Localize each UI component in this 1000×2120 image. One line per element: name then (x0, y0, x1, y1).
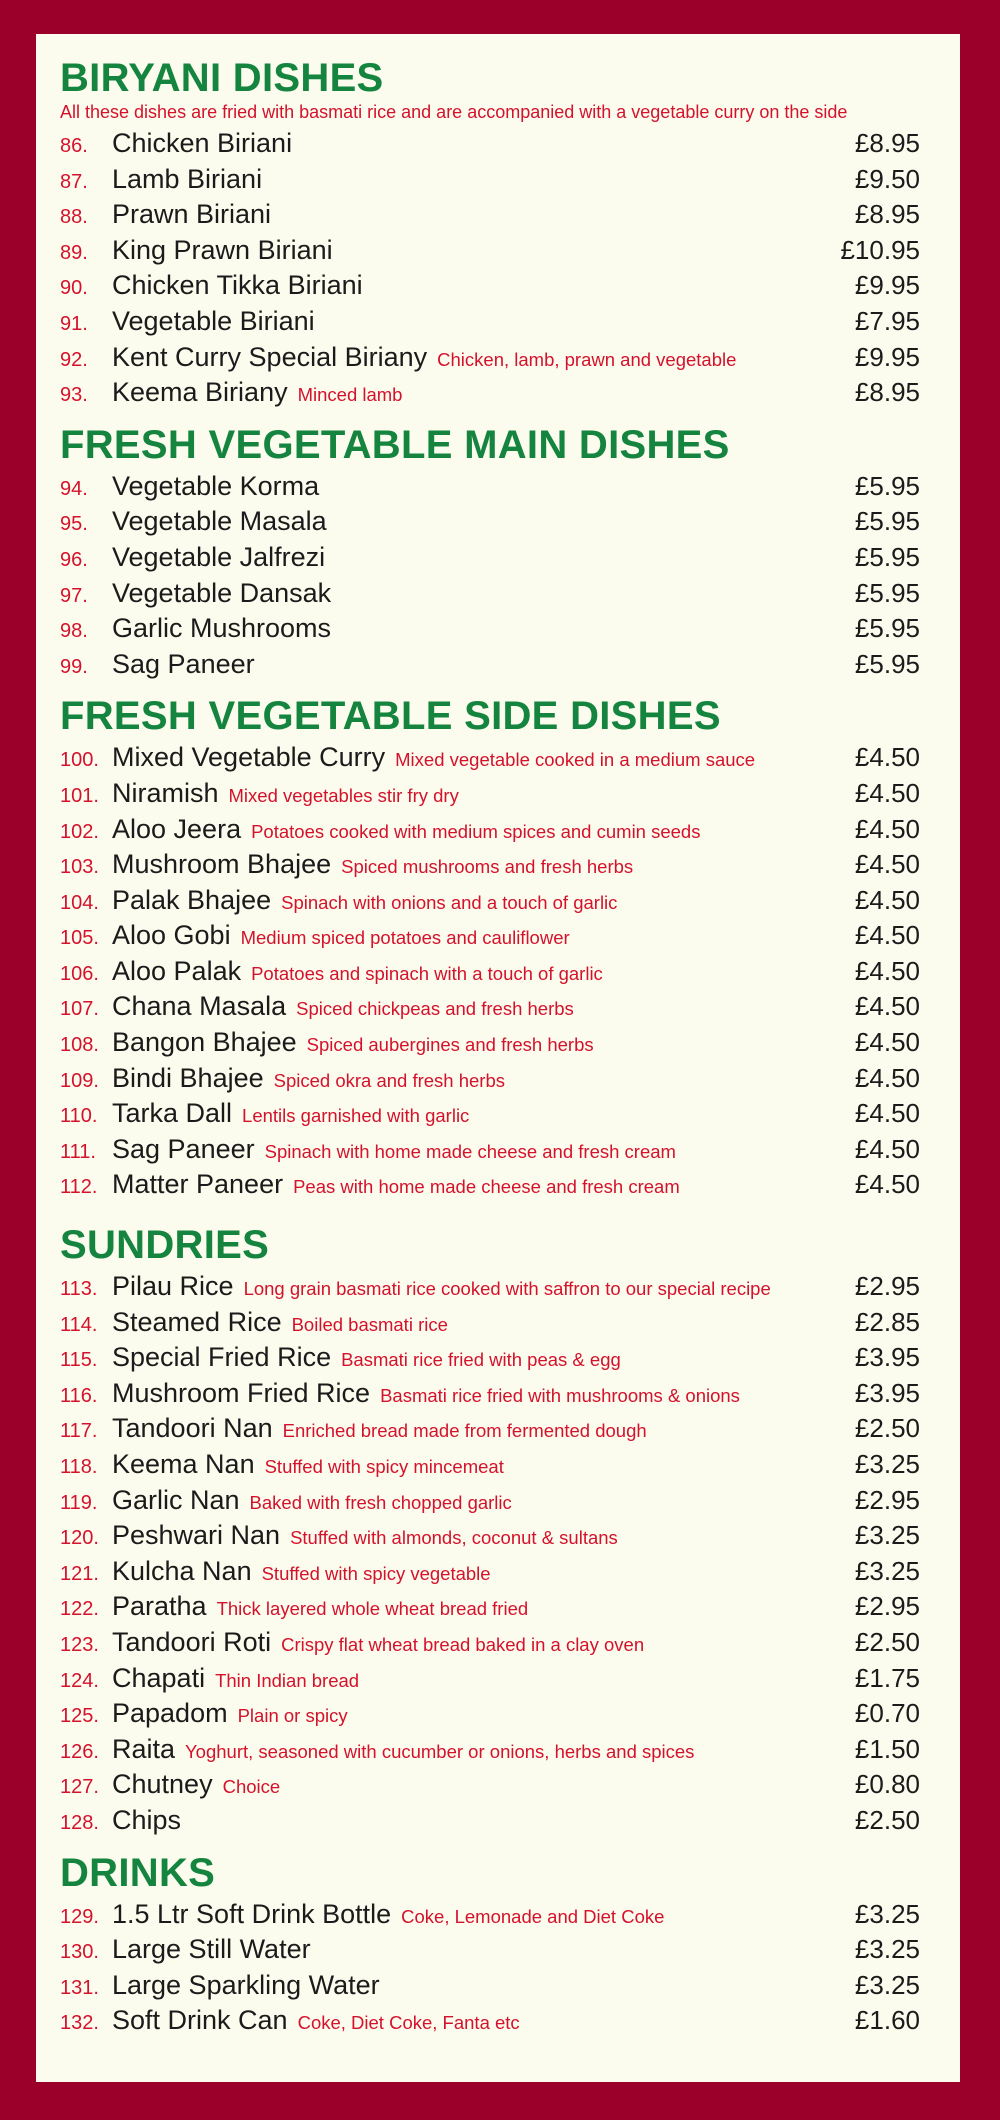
item-price: £5.95 (854, 613, 920, 644)
item-name: Vegetable Masala (112, 506, 327, 537)
item-name: 1.5 Ltr Soft Drink Bottle (112, 1898, 392, 1929)
item-description: Lentils garnished with garlic (242, 1105, 470, 1127)
item-number: 118. (60, 1456, 98, 1478)
item-price: £4.50 (854, 1098, 920, 1129)
item-description: Medium spiced potatoes and cauliflower (240, 927, 570, 949)
menu-item (60, 1968, 920, 2004)
menu-item (60, 1269, 920, 1305)
menu-item (60, 1483, 920, 1519)
menu-item (60, 1340, 920, 1376)
item-number: 97. (60, 584, 88, 607)
menu-item (60, 540, 920, 576)
item-number: 104. (60, 891, 99, 914)
item-name: Bindi Bhajee (112, 1062, 264, 1093)
item-number: 130. (60, 1941, 99, 1964)
item-description: Spinach with onions and a touch of garlic (281, 891, 618, 913)
menu-item (60, 1376, 920, 1412)
menu-item (60, 268, 920, 304)
item-name: Keema Nan (112, 1449, 255, 1479)
item-price: £0.70 (854, 1698, 920, 1729)
menu-item (60, 1625, 920, 1661)
item-price: £3.95 (854, 1377, 920, 1408)
menu-item (60, 233, 920, 269)
item-name: Garlic Mushrooms (112, 613, 332, 644)
item-name: Vegetable Dansak (112, 577, 332, 608)
item-number: 131. (60, 1976, 99, 1999)
item-price: £2.95 (854, 1271, 920, 1302)
item-description: Spiced chickpeas and fresh herbs (296, 998, 574, 1020)
item-name: Large Still Water (112, 1934, 311, 1965)
menu-item (60, 1447, 920, 1483)
item-price: £9.50 (854, 163, 920, 194)
menu-item (60, 162, 920, 198)
item-number: 124. (60, 1669, 99, 1692)
item-description: Coke, Diet Coke, Fanta etc (297, 2012, 520, 2034)
item-number: 119. (60, 1491, 98, 1514)
item-price: £2.95 (854, 1591, 920, 1622)
item-name: Mushroom Fried Rice (112, 1377, 371, 1408)
section-title: DRINKS (60, 1850, 216, 1895)
item-description: Spinach with home made cheese and fresh cream (264, 1140, 676, 1162)
item-description: Thin Indian bread (215, 1669, 360, 1691)
item-number: 98. (60, 620, 88, 643)
menu-section (60, 1849, 920, 2039)
item-name: Palak Bhajee (112, 884, 272, 915)
item-number: 90. (60, 277, 88, 300)
item-price: £1.75 (854, 1662, 920, 1693)
item-number: 126. (60, 1740, 99, 1763)
item-description: Boiled basmati rice (291, 1313, 448, 1335)
item-description: Plain or spicy (237, 1705, 348, 1727)
menu-section (60, 1221, 920, 1839)
menu-item (60, 883, 920, 919)
menu-item (60, 1061, 920, 1097)
item-name: Prawn Biriani (112, 199, 272, 230)
item-price: £4.50 (854, 1133, 920, 1164)
section-title: BIRYANI DISHES (60, 56, 384, 100)
item-number: 120. (60, 1527, 99, 1550)
menu-item (60, 647, 920, 683)
item-price: £4.50 (854, 884, 920, 915)
item-number: 99. (60, 655, 88, 678)
menu-item (60, 740, 920, 776)
menu-item (60, 1589, 920, 1625)
item-price: £8.95 (854, 377, 920, 408)
item-name: Aloo Palak (112, 955, 242, 986)
menu-section (60, 421, 920, 683)
item-number: 117. (60, 1420, 98, 1443)
item-number: 115. (60, 1349, 98, 1372)
menu-item (60, 847, 920, 883)
item-number: 113. (60, 1278, 98, 1301)
menu-item (60, 1696, 920, 1732)
menu-item (60, 1932, 920, 1968)
item-number: 106. (60, 962, 99, 985)
item-name: Kent Curry Special Biriany (112, 341, 428, 372)
item-description: Baked with fresh chopped garlic (249, 1491, 512, 1513)
menu-item (60, 576, 920, 612)
item-name: Kulcha Nan (112, 1555, 252, 1586)
item-price: £8.95 (854, 128, 920, 158)
item-price: £9.95 (854, 270, 920, 301)
item-number: 114. (60, 1313, 98, 1336)
item-price: £4.50 (854, 920, 920, 951)
item-number: 121. (60, 1562, 99, 1585)
item-description: Choice (222, 1776, 281, 1798)
menu-item (60, 304, 920, 340)
item-name: Tarka Dall (112, 1098, 233, 1129)
item-name: Niramish (112, 777, 219, 808)
item-number: 111. (60, 1140, 96, 1163)
item-description: Stuffed with almonds, coconut & sultans (290, 1527, 618, 1549)
item-name: Tandoori Nan (112, 1413, 273, 1444)
item-number: 87. (60, 170, 88, 193)
item-name: Mushroom Bhajee (112, 849, 332, 880)
menu-item (60, 1661, 920, 1697)
menu-item (60, 1518, 920, 1554)
item-price: £2.95 (854, 1484, 920, 1515)
item-number: 127. (60, 1776, 99, 1799)
item-number: 102. (60, 820, 99, 843)
item-number: 122. (60, 1598, 99, 1621)
item-price: £2.50 (854, 1804, 920, 1835)
item-name: Sag Paneer (112, 1133, 255, 1164)
item-name: Chana Masala (112, 991, 287, 1022)
item-number: 100. (60, 749, 99, 772)
item-name: Papadom (112, 1698, 228, 1729)
menu-item (60, 1803, 920, 1839)
item-name: Chicken Biriani (112, 128, 293, 158)
item-name: Peshwari Nan (112, 1520, 281, 1551)
item-number: 108. (60, 1034, 99, 1057)
item-description: Minced lamb (297, 384, 403, 406)
item-name: Chapati (112, 1662, 206, 1693)
item-number: 88. (60, 206, 88, 229)
item-price: £3.25 (854, 1520, 920, 1551)
item-number: 105. (60, 927, 99, 950)
item-price: £5.95 (854, 470, 920, 501)
item-price: £3.25 (854, 1555, 920, 1586)
item-price: £1.60 (854, 2005, 920, 2036)
item-number: 93. (60, 384, 88, 407)
item-number: 123. (60, 1633, 99, 1656)
item-description: Crispy flat wheat bread baked in a clay oven (281, 1633, 645, 1655)
item-name: Tandoori Roti (112, 1626, 272, 1657)
menu-item (60, 1096, 920, 1132)
menu-item (60, 918, 920, 954)
item-name: Sag Paneer (112, 648, 255, 679)
item-name: Pilau Rice (112, 1271, 234, 1302)
item-price: £5.95 (854, 577, 920, 608)
item-name: Vegetable Jalfrezi (112, 541, 326, 572)
item-description: Peas with home made cheese and fresh cream (293, 1176, 680, 1198)
item-price: £4.50 (854, 1062, 920, 1093)
item-name: Matter Paneer (112, 1169, 284, 1200)
menu-item (60, 1167, 920, 1203)
menu-item (60, 812, 920, 848)
item-description: Basmati rice fried with peas & egg (341, 1349, 621, 1371)
item-price: £3.25 (854, 1898, 920, 1929)
item-description: Stuffed with spicy vegetable (261, 1562, 491, 1584)
menu-section (60, 54, 920, 411)
item-name: Aloo Gobi (112, 920, 231, 951)
item-number: 95. (60, 513, 88, 536)
item-description: Spiced okra and fresh herbs (273, 1069, 506, 1091)
menu-item (60, 126, 920, 162)
menu-item (60, 1411, 920, 1447)
menu-item (60, 776, 920, 812)
menu-section (60, 692, 920, 1203)
item-name: King Prawn Biriani (112, 234, 333, 265)
item-name: Keema Biriany (112, 377, 288, 408)
item-price: £9.95 (854, 341, 920, 372)
item-number: 129. (60, 1905, 99, 1928)
item-price: £1.50 (854, 1733, 920, 1764)
item-number: 101. (60, 784, 99, 807)
menu-item (60, 954, 920, 990)
item-name: Bangon Bhajee (112, 1027, 297, 1058)
item-number: 107. (60, 998, 99, 1021)
item-price: £2.85 (854, 1306, 920, 1337)
item-description: Coke, Lemonade and Diet Coke (401, 1905, 665, 1927)
item-name: Aloo Jeera (112, 813, 242, 844)
item-price: £8.95 (854, 199, 920, 230)
item-price: £7.95 (854, 305, 920, 336)
item-price: £4.50 (854, 849, 920, 880)
menu-item (60, 375, 920, 411)
item-name: Raita (112, 1733, 176, 1764)
item-price: £4.50 (854, 1169, 920, 1200)
item-name: Special Fried Rice (112, 1342, 332, 1373)
item-description: Basmati rice fried with mushrooms & onions (380, 1384, 740, 1406)
item-name: Chips (112, 1804, 182, 1835)
menu-item (60, 989, 920, 1025)
menu-item (60, 504, 920, 540)
item-price: £5.95 (854, 506, 920, 537)
item-name: Chutney (112, 1769, 213, 1800)
menu-item (60, 1732, 920, 1768)
item-description: Spiced aubergines and fresh herbs (306, 1034, 594, 1056)
section-note: All these dishes are fried with basmati rice and are accompanied with a vegetable curry on the side (60, 102, 848, 122)
item-name: Lamb Biriani (112, 163, 263, 194)
menu-item (60, 1132, 920, 1168)
item-number: 89. (60, 241, 88, 264)
item-description: Mixed vegetables stir fry dry (228, 784, 459, 806)
item-description: Chicken, lamb, prawn and vegetable (437, 348, 737, 370)
item-number: 125. (60, 1705, 99, 1728)
item-description: Long grain basmati rice cooked with saffron to our special recipe (243, 1278, 771, 1300)
section-title: FRESH VEGETABLE MAIN DISHES (60, 422, 730, 467)
item-price: £4.50 (854, 777, 920, 808)
item-description: Enriched bread made from fermented dough (282, 1420, 647, 1442)
item-number: 103. (60, 856, 99, 879)
item-price: £2.50 (854, 1413, 920, 1444)
item-price: £10.95 (840, 234, 920, 265)
item-description: Spiced mushrooms and fresh herbs (341, 856, 634, 878)
item-description: Yoghurt, seasoned with cucumber or onions, herbs and spices (185, 1740, 695, 1762)
item-name: Vegetable Biriani (112, 305, 315, 336)
item-number: 112. (60, 1176, 98, 1199)
item-name: Large Sparkling Water (112, 1969, 380, 2000)
item-price: £2.50 (854, 1626, 920, 1657)
item-price: £5.95 (854, 648, 920, 679)
item-name: Mixed Vegetable Curry (112, 742, 386, 773)
menu-item (60, 1305, 920, 1341)
item-number: 128. (60, 1811, 99, 1834)
item-price: £3.95 (854, 1342, 920, 1373)
item-description: Potatoes and spinach with a touch of garlic (251, 962, 603, 984)
item-price: £4.50 (854, 742, 920, 773)
menu-item (60, 340, 920, 376)
item-name: Paratha (112, 1591, 207, 1622)
item-number: 109. (60, 1069, 99, 1092)
item-description: Potatoes cooked with medium spices and cumin seeds (251, 820, 701, 842)
item-description: Mixed vegetable cooked in a medium sauce (395, 749, 756, 771)
menu-item (60, 197, 920, 233)
item-price: £0.80 (854, 1769, 920, 1800)
item-number: 86. (60, 135, 88, 157)
menu-item (60, 611, 920, 647)
item-number: 91. (60, 312, 88, 335)
item-name: Soft Drink Can (112, 2005, 288, 2036)
menu-item (60, 1554, 920, 1590)
item-name: Chicken Tikka Biriani (112, 270, 363, 301)
item-price: £3.25 (854, 1449, 920, 1479)
menu-panel (36, 34, 960, 2082)
menu-item (60, 1025, 920, 1061)
menu-item (60, 1897, 920, 1933)
item-number: 94. (60, 477, 88, 500)
item-name: Garlic Nan (112, 1484, 240, 1515)
item-price: £5.95 (854, 541, 920, 572)
item-description: Thick layered whole wheat bread fried (216, 1598, 529, 1620)
section-title: SUNDRIES (60, 1223, 270, 1268)
menu-item (60, 2003, 920, 2039)
item-price: £4.50 (854, 1027, 920, 1058)
item-price: £4.50 (854, 813, 920, 844)
item-price: £4.50 (854, 991, 920, 1022)
menu-item (60, 469, 920, 505)
item-number: 92. (60, 348, 88, 371)
item-number: 116. (60, 1384, 98, 1407)
item-name: Steamed Rice (112, 1306, 282, 1337)
menu-item (60, 1767, 920, 1803)
item-number: 110. (60, 1105, 98, 1128)
item-name: Vegetable Korma (112, 470, 320, 501)
item-price: £3.25 (854, 1934, 920, 1965)
item-description: Stuffed with spicy mincemeat (264, 1456, 504, 1477)
item-number: 96. (60, 548, 88, 571)
section-title: FRESH VEGETABLE SIDE DISHES (60, 694, 721, 739)
item-price: £3.25 (854, 1969, 920, 2000)
item-number: 132. (60, 2012, 99, 2035)
item-price: £4.50 (854, 955, 920, 986)
